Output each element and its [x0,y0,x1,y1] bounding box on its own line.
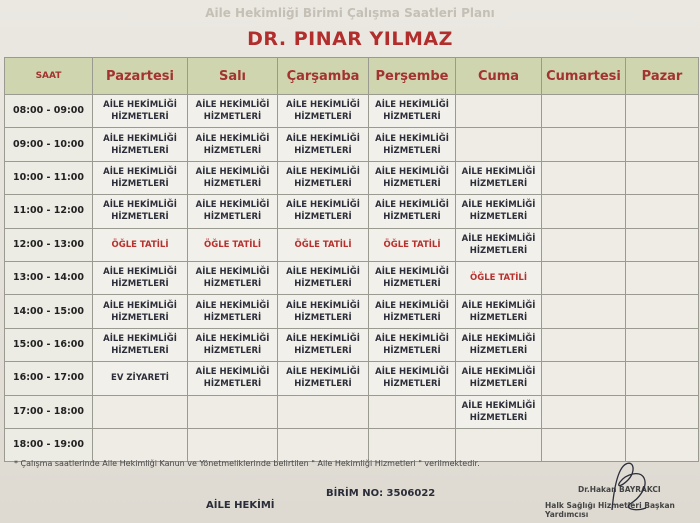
schedule-cell: AİLE HEKİMLİĞİ HİZMETLERİ [278,328,369,361]
empty-cell [542,195,626,228]
schedule-cell: AİLE HEKİMLİĞİ HİZMETLERİ [278,128,369,161]
empty-cell [188,395,278,428]
time-slot: 12:00 - 13:00 [5,228,93,261]
schedule-cell: AİLE HEKİMLİĞİ HİZMETLERİ [369,295,456,328]
empty-cell [188,428,278,461]
schedule-cell: AİLE HEKİMLİĞİ HİZMETLERİ [456,195,542,228]
column-header-pazartesi: Pazartesi [93,58,188,95]
doctor-name: DR. PINAR YILMAZ [247,28,453,50]
empty-cell [542,95,626,128]
time-slot: 17:00 - 18:00 [5,395,93,428]
column-header-carsamba: Çarşamba [278,58,369,95]
column-header-saat: SAAT [5,58,93,95]
lunch-break-cell: ÖĞLE TATİLİ [369,228,456,261]
plan-title: Aile Hekimliği Birimi Çalışma Saatleri Planı [205,6,495,20]
table-row [5,395,699,428]
empty-cell [626,128,699,161]
schedule-cell: AİLE HEKİMLİĞİ HİZMETLERİ [456,228,542,261]
empty-cell [542,428,626,461]
schedule-cell: AİLE HEKİMLİĞİ HİZMETLERİ [93,295,188,328]
time-slot: 09:00 - 10:00 [5,128,93,161]
table-row [5,161,699,194]
table-row [5,228,699,261]
empty-cell [542,161,626,194]
time-slot: 14:00 - 15:00 [5,295,93,328]
time-slot: 11:00 - 12:00 [5,195,93,228]
empty-cell [542,128,626,161]
lunch-break-cell: ÖĞLE TATİLİ [456,261,542,294]
schedule-body [5,95,699,462]
schedule-cell: AİLE HEKİMLİĞİ HİZMETLERİ [188,95,278,128]
empty-cell [93,395,188,428]
schedule-cell: AİLE HEKİMLİĞİ HİZMETLERİ [188,161,278,194]
column-header-sali: Salı [188,58,278,95]
empty-cell [542,395,626,428]
schedule-cell: AİLE HEKİMLİĞİ HİZMETLERİ [188,328,278,361]
empty-cell [626,161,699,194]
time-slot: 08:00 - 09:00 [5,95,93,128]
empty-cell [542,261,626,294]
table-row [5,261,699,294]
schedule-cell: AİLE HEKİMLİĞİ HİZMETLERİ [278,362,369,395]
table-row [5,362,699,395]
schedule-cell: AİLE HEKİMLİĞİ HİZMETLERİ [456,161,542,194]
table-row [5,95,699,128]
schedule-cell: AİLE HEKİMLİĞİ HİZMETLERİ [188,195,278,228]
lunch-break-cell: ÖĞLE TATİLİ [278,228,369,261]
time-slot: 13:00 - 14:00 [5,261,93,294]
lunch-break-cell: ÖĞLE TATİLİ [188,228,278,261]
schedule-cell: AİLE HEKİMLİĞİ HİZMETLERİ [93,195,188,228]
footnote: * Çalışma saatlerinde Aile Hekimliği Kanun ve Yönetmeliklerinde belirtilen " Aile Hekimliği Hizmetleri " verilmektedir. [14,459,480,468]
empty-cell [626,428,699,461]
lunch-break-cell: ÖĞLE TATİLİ [93,228,188,261]
column-header-cuma: Cuma [456,58,542,95]
schedule-cell: AİLE HEKİMLİĞİ HİZMETLERİ [278,261,369,294]
birim-no: BİRİM NO: 3506022 [326,488,436,499]
schedule-cell: AİLE HEKİMLİĞİ HİZMETLERİ [369,328,456,361]
schedule-cell: AİLE HEKİMLİĞİ HİZMETLERİ [369,362,456,395]
schedule-cell: AİLE HEKİMLİĞİ HİZMETLERİ [93,261,188,294]
schedule-cell: AİLE HEKİMLİĞİ HİZMETLERİ [93,95,188,128]
empty-cell [542,228,626,261]
schedule-cell: AİLE HEKİMLİĞİ HİZMETLERİ [369,128,456,161]
schedule-cell: AİLE HEKİMLİĞİ HİZMETLERİ [93,128,188,161]
empty-cell [626,261,699,294]
schedule-cell: AİLE HEKİMLİĞİ HİZMETLERİ [278,161,369,194]
empty-cell [456,428,542,461]
time-slot: 16:00 - 17:00 [5,362,93,395]
table-row [5,295,699,328]
schedule-cell: AİLE HEKİMLİĞİ HİZMETLERİ [93,328,188,361]
column-header-persembe: Perşembe [369,58,456,95]
empty-cell [93,428,188,461]
empty-cell [278,428,369,461]
table-row [5,195,699,228]
schedule-cell: AİLE HEKİMLİĞİ HİZMETLERİ [93,161,188,194]
schedule-cell: AİLE HEKİMLİĞİ HİZMETLERİ [369,261,456,294]
empty-cell [626,295,699,328]
empty-cell [626,195,699,228]
table-row [5,428,699,461]
column-header-pazar: Pazar [626,58,699,95]
empty-cell [626,328,699,361]
schedule-cell: AİLE HEKİMLİĞİ HİZMETLERİ [278,195,369,228]
empty-cell [542,362,626,395]
empty-cell [456,95,542,128]
empty-cell [626,362,699,395]
empty-cell [626,228,699,261]
schedule-cell: AİLE HEKİMLİĞİ HİZMETLERİ [278,295,369,328]
table-row [5,328,699,361]
schedule-cell: AİLE HEKİMLİĞİ HİZMETLERİ [369,95,456,128]
schedule-cell: AİLE HEKİMLİĞİ HİZMETLERİ [188,261,278,294]
header-row [5,58,699,95]
schedule-cell: AİLE HEKİMLİĞİ HİZMETLERİ [369,195,456,228]
schedule-cell: AİLE HEKİMLİĞİ HİZMETLERİ [369,161,456,194]
schedule-cell: AİLE HEKİMLİĞİ HİZMETLERİ [456,395,542,428]
aile-hekimi-label: AİLE HEKİMİ [206,500,275,511]
empty-cell [626,395,699,428]
time-slot: 10:00 - 11:00 [5,161,93,194]
signatory-title: Halk Sağlığı Hizmetleri Başkan Yardımcısı [545,501,675,519]
schedule-table [4,57,699,462]
schedule-cell: AİLE HEKİMLİĞİ HİZMETLERİ [188,295,278,328]
schedule-cell: AİLE HEKİMLİĞİ HİZMETLERİ [188,128,278,161]
empty-cell [278,395,369,428]
schedule-cell: AİLE HEKİMLİĞİ HİZMETLERİ [278,95,369,128]
empty-cell [542,295,626,328]
column-header-cumartesi: Cumartesi [542,58,626,95]
empty-cell [456,128,542,161]
schedule-cell: EV ZİYARETİ [93,362,188,395]
empty-cell [626,95,699,128]
signatory-name: Dr.Hakan BAYRAKCI [578,485,661,494]
handwritten-signature [600,458,660,518]
schedule-cell: AİLE HEKİMLİĞİ HİZMETLERİ [188,362,278,395]
time-slot: 18:00 - 19:00 [5,428,93,461]
empty-cell [369,428,456,461]
time-slot: 15:00 - 16:00 [5,328,93,361]
schedule-cell: AİLE HEKİMLİĞİ HİZMETLERİ [456,295,542,328]
empty-cell [542,328,626,361]
schedule-cell: AİLE HEKİMLİĞİ HİZMETLERİ [456,362,542,395]
schedule-cell: AİLE HEKİMLİĞİ HİZMETLERİ [456,328,542,361]
empty-cell [369,395,456,428]
table-row [5,128,699,161]
